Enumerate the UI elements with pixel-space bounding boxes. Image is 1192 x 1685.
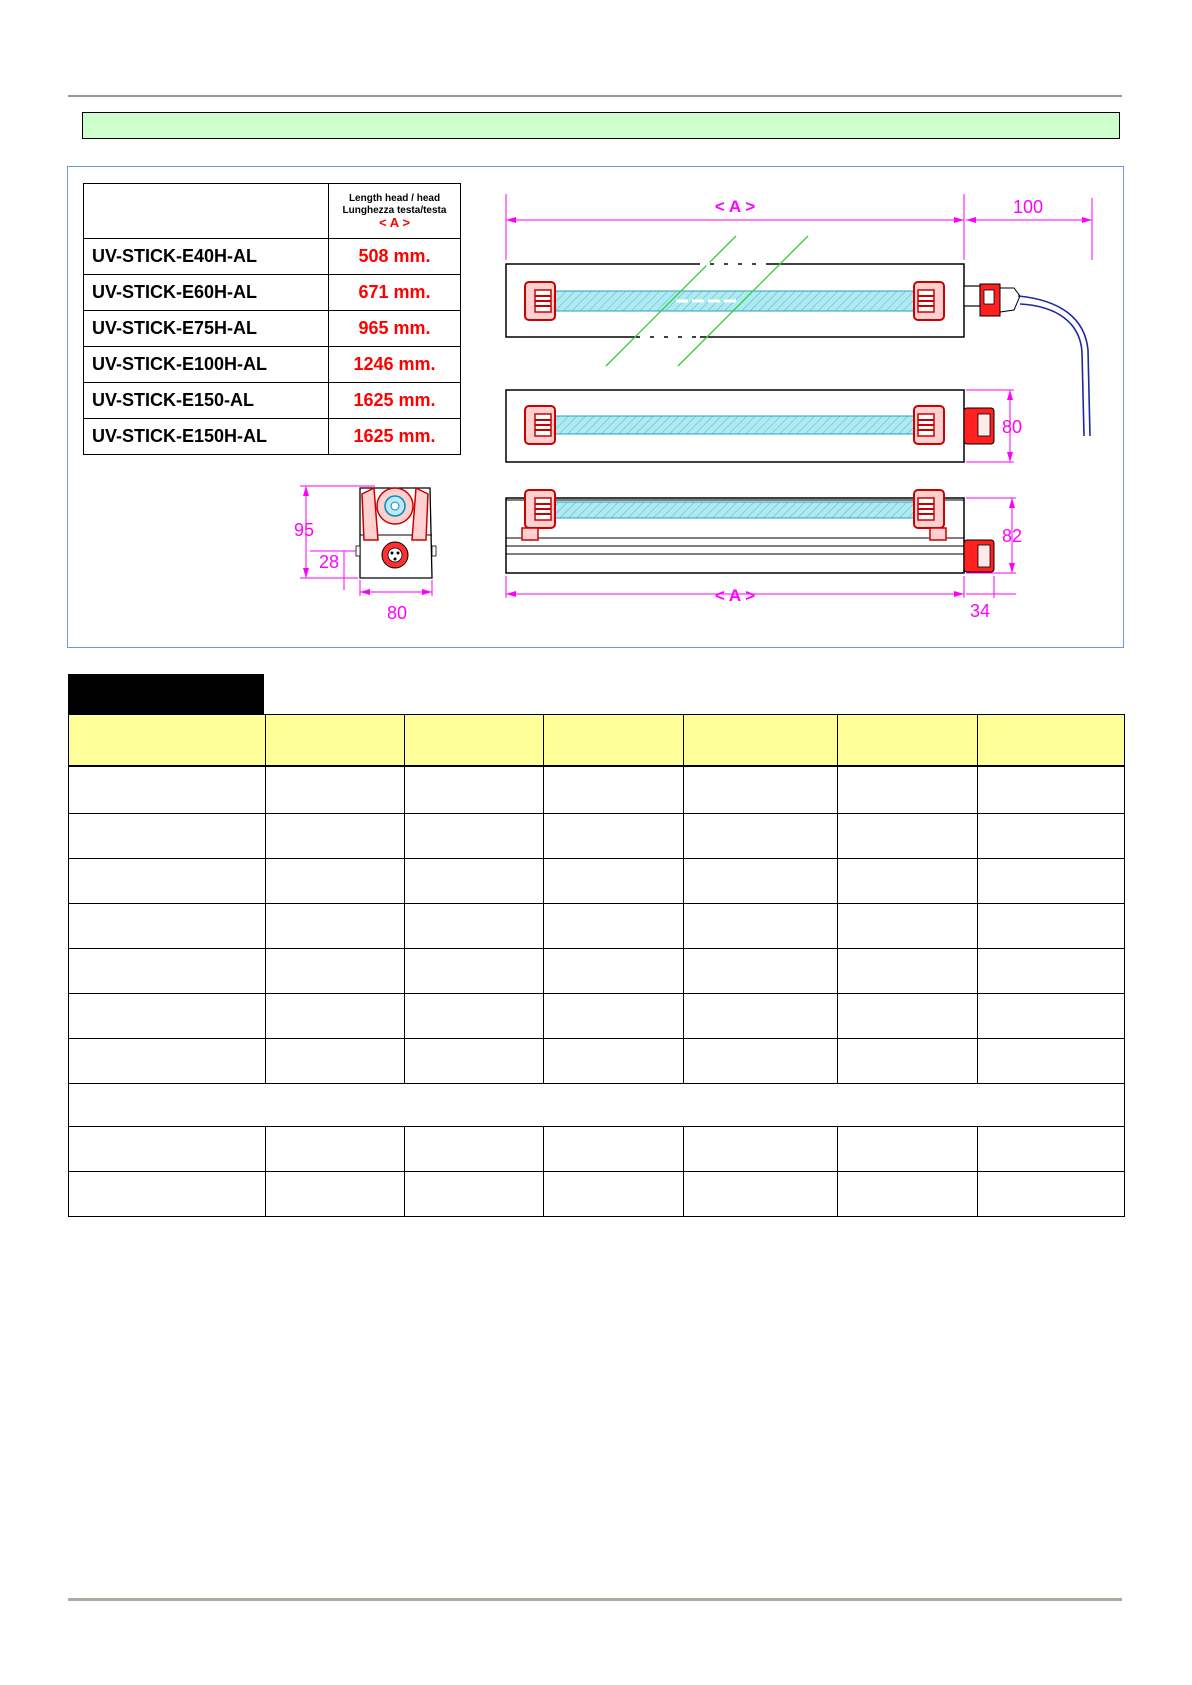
spec-cell	[69, 949, 266, 994]
spec-cell	[544, 994, 684, 1039]
length-header-it: Lunghezza testa/testa	[342, 205, 447, 216]
spec-cell	[266, 1127, 405, 1172]
spec-section-row	[69, 1084, 1125, 1127]
spec-cell	[978, 994, 1125, 1039]
top-view	[506, 194, 1092, 436]
spec-cell	[838, 949, 978, 994]
spec-cell	[69, 994, 266, 1039]
model-name: UV-STICK-E60H-AL	[84, 275, 329, 311]
model-name: UV-STICK-E100H-AL	[84, 347, 329, 383]
spec-cell	[544, 814, 684, 859]
spec-cell	[978, 859, 1125, 904]
spec-cell	[978, 766, 1125, 814]
end-view	[294, 486, 436, 623]
spec-cell	[266, 1172, 405, 1217]
model-length: 1625 mm.	[329, 383, 461, 419]
socket-connector-icon	[964, 540, 994, 572]
spec-section-cell	[69, 1084, 1125, 1127]
spec-cell	[405, 949, 544, 994]
spec-cell	[684, 1172, 838, 1217]
spec-cell	[838, 859, 978, 904]
spec-cell	[266, 814, 405, 859]
lamp-holder-left-icon	[525, 282, 555, 320]
dimension-connector-depth	[966, 576, 1016, 621]
bottom-rule	[68, 1598, 1122, 1601]
dimension-end-width-label: 80	[386, 603, 408, 623]
spec-header-row	[69, 715, 1125, 767]
model-name: UV-STICK-E150-AL	[84, 383, 329, 419]
dimension-bracket-height-label: 82	[1001, 526, 1023, 546]
dimension-end-lower-height-label: 28	[318, 552, 340, 572]
length-header-en: Length head / head	[348, 193, 441, 204]
dimension-end-lower-height	[310, 551, 356, 590]
technical-drawing	[0, 0, 1192, 660]
spec-cell	[266, 949, 405, 994]
spec-cell	[69, 814, 266, 859]
spec-cell	[69, 904, 266, 949]
spec-header-cell	[544, 715, 684, 767]
spec-cell	[838, 766, 978, 814]
spec-cell	[838, 904, 978, 949]
spec-cell	[684, 904, 838, 949]
spec-cell	[544, 1039, 684, 1084]
lamp-holder-right-icon	[914, 282, 944, 320]
dimension-end-width	[360, 580, 432, 623]
spec-row	[69, 1127, 1125, 1172]
spec-table-tab	[68, 674, 264, 714]
spec-cell	[684, 814, 838, 859]
dimension-a-bottom	[506, 576, 964, 605]
spec-cell	[405, 1127, 544, 1172]
length-header-symbol: < A >	[379, 215, 410, 230]
lamp-holder-right-icon	[914, 406, 944, 444]
spec-cell	[684, 949, 838, 994]
model-length: 671 mm.	[329, 275, 461, 311]
spec-cell	[266, 766, 405, 814]
spec-header-cell	[838, 715, 978, 767]
dimension-connector-depth-label: 34	[969, 601, 991, 621]
dimension-side-height-label: 80	[1001, 417, 1023, 437]
lamp-holder-right-icon	[914, 490, 946, 540]
spec-cell	[266, 859, 405, 904]
spec-cell	[405, 1039, 544, 1084]
model-name: UV-STICK-E40H-AL	[84, 239, 329, 275]
spec-cell	[544, 859, 684, 904]
spec-cell	[978, 1172, 1125, 1217]
spec-cell	[978, 1039, 1125, 1084]
spec-table	[68, 714, 1125, 1217]
spec-header-cell	[684, 715, 838, 767]
spec-row	[69, 859, 1125, 904]
spec-cell	[266, 994, 405, 1039]
spec-row	[69, 766, 1125, 814]
spec-header-cell	[266, 715, 405, 767]
spec-cell	[838, 814, 978, 859]
lamp-holder-left-icon	[525, 406, 555, 444]
spec-row	[69, 1039, 1125, 1084]
dimension-cable	[966, 197, 1092, 260]
spec-cell	[684, 859, 838, 904]
model-length: 1246 mm.	[329, 347, 461, 383]
dimension-a-bottom-label: < A >	[714, 586, 756, 605]
dimension-a-top	[506, 194, 964, 260]
spec-cell	[405, 1172, 544, 1217]
spec-header-cell	[69, 715, 266, 767]
spec-row	[69, 949, 1125, 994]
spec-cell	[544, 1172, 684, 1217]
model-name: UV-STICK-E150H-AL	[84, 419, 329, 455]
spec-cell	[405, 859, 544, 904]
spec-cell	[405, 904, 544, 949]
spec-cell	[838, 994, 978, 1039]
spec-cell	[684, 1039, 838, 1084]
spec-row	[69, 904, 1125, 949]
spec-cell	[69, 1127, 266, 1172]
spec-cell	[405, 814, 544, 859]
spec-cell	[266, 1039, 405, 1084]
spec-cell	[544, 766, 684, 814]
spec-cell	[978, 949, 1125, 994]
dimension-a-top-label: < A >	[714, 197, 756, 216]
model-length: 508 mm.	[329, 239, 461, 275]
spec-cell	[69, 859, 266, 904]
spec-cell	[544, 949, 684, 994]
spec-cell	[978, 1127, 1125, 1172]
spec-cell	[978, 904, 1125, 949]
spec-header-cell	[978, 715, 1125, 767]
spec-cell	[544, 904, 684, 949]
spec-cell	[838, 1172, 978, 1217]
spec-cell	[405, 766, 544, 814]
dimension-end-height-label: 95	[293, 520, 315, 540]
spec-cell	[405, 994, 544, 1039]
model-length: 1625 mm.	[329, 419, 461, 455]
spec-cell	[69, 766, 266, 814]
spec-header-cell	[405, 715, 544, 767]
spec-cell	[266, 904, 405, 949]
model-name: UV-STICK-E75H-AL	[84, 311, 329, 347]
spec-cell	[544, 1127, 684, 1172]
spec-cell	[838, 1039, 978, 1084]
spec-cell	[684, 1127, 838, 1172]
spec-cell	[69, 1172, 266, 1217]
spec-cell	[69, 1039, 266, 1084]
model-length: 965 mm.	[329, 311, 461, 347]
spec-cell	[684, 766, 838, 814]
socket-connector-icon	[964, 408, 994, 444]
spec-cell	[684, 994, 838, 1039]
side-view	[506, 390, 1022, 462]
dimension-cable-label: 100	[1012, 197, 1044, 217]
lamp-holder-left-icon	[522, 490, 555, 540]
bracket-view	[506, 490, 1022, 621]
spec-row	[69, 814, 1125, 859]
spec-row	[69, 1172, 1125, 1217]
spec-cell	[978, 814, 1125, 859]
spec-cell	[838, 1127, 978, 1172]
spec-row	[69, 994, 1125, 1039]
